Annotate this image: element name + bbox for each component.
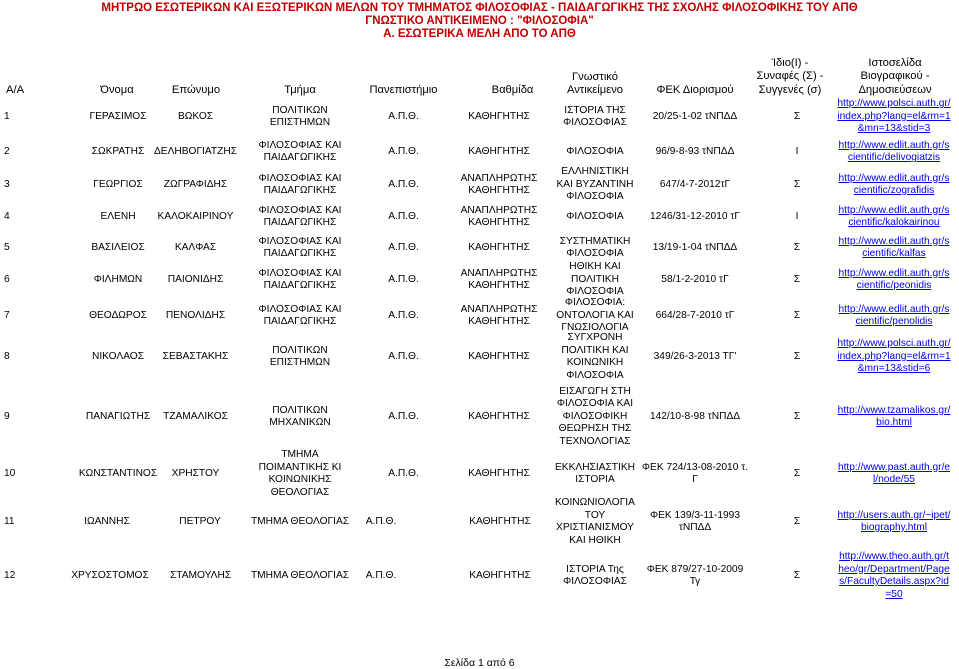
cell-fek: 664/28-7-2010 τΓ bbox=[655, 309, 735, 321]
cell-onoma: ΓΕΡΑΣΙΜΟΣ bbox=[89, 110, 147, 122]
cell-link-link[interactable]: bio.html bbox=[876, 417, 912, 428]
cell-fek: Τγ bbox=[689, 576, 701, 587]
cell-fek: τΝΠΔΔ bbox=[678, 522, 712, 533]
header-eponymo: Επώνυμο bbox=[171, 84, 221, 96]
cell-tmima: ΦΙΛΟΣΟΦΙΑΣ ΚΑΙ bbox=[258, 267, 342, 279]
cell-link-link[interactable]: &mn=13&stid=6 bbox=[857, 363, 931, 375]
cell-link-link[interactable]: cientific/peonidis bbox=[856, 280, 932, 291]
cell-aa: 8 bbox=[4, 350, 10, 362]
cell-gnostiko: ΕΛΛΗΝΙΣΤΙΚΗ bbox=[561, 166, 629, 178]
cell-eponymo: ΖΩΓΡΑΦΙΔΗΣ bbox=[163, 178, 228, 190]
cell-fek: 96/9-8-93 τΝΠΔΔ bbox=[655, 145, 735, 157]
cell-tmima: ΠΑΙΔΑΓΩΓΙΚΗΣ bbox=[263, 217, 337, 228]
cell-link-link[interactable]: http://www.theo.auth.gr/t bbox=[839, 551, 949, 562]
cell-idios: Ι bbox=[795, 210, 799, 222]
cell-eponymo: ΧΡΗΣΤΟΥ bbox=[171, 467, 220, 479]
cell-fek: 349/26-3-2013 ΤΓ' bbox=[653, 350, 737, 362]
cell-idios: Σ bbox=[793, 515, 801, 527]
header-tmima: Τμήμα bbox=[284, 84, 316, 96]
cell-aa: 1 bbox=[4, 110, 10, 122]
cell-vathmida: ΚΑΘΗΓΗΤΗΣ bbox=[468, 241, 530, 253]
header-gnostiko-1: Γνωστικό bbox=[572, 71, 618, 83]
cell-link-link[interactable]: s/FacultyDetails.aspx?id bbox=[839, 576, 949, 587]
cell-link-link[interactable]: http://www.tzamalikos.gr/ bbox=[837, 404, 951, 416]
header-gnostiko-2: Αντικείμενο bbox=[566, 84, 624, 96]
cell-gnostiko: ΦΙΛΟΣΟΦΙΑ bbox=[566, 286, 624, 298]
cell-tmima: ΕΠΙΣΤΗΜΩΝ bbox=[269, 117, 331, 128]
cell-link-link[interactable]: =50 bbox=[885, 588, 903, 600]
header-vathmida: Βαθμίδα bbox=[491, 84, 534, 96]
cell-link-link[interactable]: http://www.edlit.auth.gr/s bbox=[838, 235, 950, 247]
cell-idios: Σ bbox=[793, 273, 801, 285]
cell-aa: 12 bbox=[4, 569, 16, 581]
cell-eponymo: ΒΩΚΟΣ bbox=[177, 110, 214, 122]
cell-link-link[interactable]: l/node/55 bbox=[873, 474, 915, 485]
cell-aa: 9 bbox=[4, 410, 10, 422]
cell-eponymo: ΣΕΒΑΣΤΑΚΗΣ bbox=[162, 350, 229, 362]
cell-link-link[interactable]: http://www.polsci.auth.gr/ bbox=[837, 98, 951, 110]
cell-gnostiko: ΙΣΤΟΡΙΑ bbox=[575, 474, 615, 485]
cell-link-link[interactable]: http://www.polsci.auth.gr/ bbox=[837, 338, 951, 350]
cell-gnostiko: ΤΕΧΝΟΛΟΓΙΑΣ bbox=[559, 435, 631, 447]
cell-aa: 11 bbox=[4, 515, 15, 527]
cell-aa: 3 bbox=[4, 178, 10, 190]
header-aa: Α/Α bbox=[6, 84, 25, 96]
cell-panepistimio: Α.Π.Θ. bbox=[388, 210, 419, 222]
cell-fek: ΦΕΚ 139/3-11-1993 bbox=[649, 509, 741, 521]
cell-tmima: ΠΑΙΔΑΓΩΓΙΚΗΣ bbox=[263, 185, 337, 196]
cell-gnostiko: ΦΙΛΟΣΟΦΙΑ bbox=[566, 369, 624, 381]
cell-tmima: ΦΙΛΟΣΟΦΙΑΣ ΚΑΙ bbox=[258, 204, 342, 216]
cell-link-link[interactable]: http://www.edlit.auth.gr/s bbox=[838, 267, 950, 279]
cell-idios: Σ bbox=[793, 467, 801, 479]
cell-link-link[interactable]: biography.html bbox=[860, 522, 928, 533]
cell-link-link[interactable]: &mn=13&stid=3 bbox=[857, 123, 931, 135]
cell-idios: Σ bbox=[793, 350, 801, 362]
header-istoselida-1: Ιστοσελίδα bbox=[868, 57, 922, 69]
cell-eponymo: ΠΕΝΟΛΙΔΗΣ bbox=[165, 309, 226, 321]
cell-gnostiko: ΦΙΛΟΣΟΦΙΑ: bbox=[564, 297, 626, 309]
cell-gnostiko: ΣΥΣΤΗΜΑΤΙΚΗ bbox=[559, 235, 631, 247]
cell-idios: Σ bbox=[793, 110, 801, 122]
cell-tmima: ΠΟΛΙΤΙΚΩΝ bbox=[272, 344, 328, 356]
cell-tmima: ΚΟΙΝΩΝΙΚΗΣ bbox=[268, 474, 332, 485]
cell-onoma: ΠΑΝΑΓΙΩΤΗΣ bbox=[85, 410, 151, 422]
cell-vathmida: ΚΑΘΗΓΗΤΗΣ bbox=[468, 185, 530, 196]
cell-eponymo: ΚΑΛΟΚΑΙΡΙΝΟΥ bbox=[157, 210, 234, 222]
cell-onoma: ΙΩΑΝΝΗΣ bbox=[84, 515, 130, 527]
cell-tmima: ΦΙΛΟΣΟΦΙΑΣ ΚΑΙ bbox=[258, 235, 342, 247]
cell-panepistimio: Α.Π.Θ. bbox=[388, 145, 419, 157]
cell-gnostiko: ΦΙΛΟΣΟΦΙΚΗ bbox=[562, 410, 628, 422]
cell-fek: 142/10-8-98 τΝΠΔΔ bbox=[649, 410, 741, 422]
header-idios-3: Συγγενές (σ) bbox=[758, 84, 822, 96]
cell-link-link[interactable]: http://www.edlit.auth.gr/s bbox=[838, 303, 950, 315]
cell-tmima: ΦΙΛΟΣΟΦΙΑΣ ΚΑΙ bbox=[258, 172, 342, 184]
cell-tmima: ΦΙΛΟΣΟΦΙΑΣ ΚΑΙ bbox=[258, 139, 342, 151]
cell-tmima: ΠΑΙΔΑΓΩΓΙΚΗΣ bbox=[263, 280, 337, 291]
cell-panepistimio: Α.Π.Θ. bbox=[388, 467, 419, 479]
subject-title: ΓΝΩΣΤΙΚΟ ΑΝΤΙΚΕΙΜΕΝΟ : "ΦΙΛΟΣΟΦΙΑ" bbox=[365, 15, 594, 27]
cell-gnostiko: ΦΙΛΟΣΟΦΙΑ bbox=[566, 210, 624, 222]
cell-fek: ΦΕΚ 724/13-08-2010 τ. bbox=[641, 461, 749, 473]
cell-panepistimio: Α.Π.Θ. bbox=[388, 350, 419, 362]
header-istoselida-2: Βιογραφικού - bbox=[860, 70, 930, 82]
header-fek: ΦΕΚ Διορισμού bbox=[656, 84, 734, 96]
cell-idios: Ι bbox=[795, 145, 799, 157]
cell-gnostiko: ΚΑΙ ΗΘΙΚΗ bbox=[569, 534, 621, 546]
cell-gnostiko: ΣΥΓΧΡΟΝΗ bbox=[567, 332, 623, 343]
cell-link-link[interactable]: http://www.edlit.auth.gr/s bbox=[838, 204, 950, 216]
cell-fek: Γ bbox=[692, 474, 698, 485]
cell-vathmida: ΚΑΘΗΓΗΤΗΣ bbox=[468, 280, 530, 291]
header-idios-2: Συναφές (Σ) - bbox=[756, 70, 824, 82]
cell-link-link[interactable]: heo/gr/Department/Page bbox=[838, 563, 950, 575]
cell-link-link[interactable]: cientific/zografidis bbox=[853, 185, 935, 196]
cell-gnostiko: ΙΣΤΟΡΙΑ Της bbox=[566, 563, 624, 575]
cell-idios: Σ bbox=[793, 410, 801, 422]
cell-gnostiko: ΦΙΛΟΣΟΦΙΑ ΚΑΙ bbox=[556, 398, 634, 410]
cell-link-link[interactable]: http://users.auth.gr/~ipet/ bbox=[837, 509, 951, 521]
cell-tmima: ΘΕΟΛΟΓΙΑΣ bbox=[270, 486, 330, 498]
cell-onoma: ΣΩΚΡΑΤΗΣ bbox=[91, 145, 145, 157]
cell-idios: Σ bbox=[793, 309, 801, 321]
cell-link-link[interactable]: index.php?lang=el&rm=1 bbox=[837, 350, 951, 362]
cell-link-link[interactable]: http://www.past.auth.gr/e bbox=[837, 461, 951, 473]
cell-gnostiko: ΤΟΥ bbox=[584, 509, 606, 521]
cell-tmima: ΜΗΧΑΝΙΚΩΝ bbox=[269, 417, 331, 428]
cell-vathmida: ΚΑΘΗΓΗΤΗΣ bbox=[468, 217, 530, 228]
cell-fek: 1246/31-12-2010 τΓ bbox=[649, 210, 741, 222]
cell-gnostiko: ΦΙΛΟΣΟΦΙΑ bbox=[566, 191, 624, 203]
cell-tmima: ΤΜΗΜΑ ΘΕΟΛΟΓΙΑΣ bbox=[250, 569, 350, 581]
cell-aa: 2 bbox=[4, 145, 10, 157]
cell-aa: 6 bbox=[4, 273, 10, 285]
cell-gnostiko: ΠΟΛΙΤΙΚΗ bbox=[571, 273, 619, 285]
cell-aa: 10 bbox=[4, 467, 16, 479]
cell-onoma: ΚΩΝΣΤΑΝΤΙΝΟΣ bbox=[78, 467, 158, 479]
cell-idios: Σ bbox=[793, 241, 801, 253]
cell-vathmida: ΚΑΘΗΓΗΤΗΣ bbox=[468, 410, 530, 422]
cell-panepistimio: Α.Π.Θ. bbox=[365, 569, 397, 581]
cell-tmima: ΤΜΗΜΑ ΘΕΟΛΟΓΙΑΣ bbox=[250, 515, 350, 527]
cell-eponymo: ΚΑΛΦΑΣ bbox=[174, 241, 217, 253]
cell-aa: 4 bbox=[4, 210, 10, 222]
cell-onoma: ΒΑΣΙΛΕΙΟΣ bbox=[91, 241, 145, 253]
cell-gnostiko: ΟΝΤΟΛΟΓΙΑ ΚΑΙ bbox=[556, 309, 634, 321]
cell-link-link[interactable]: http://www.edlit.auth.gr/s bbox=[838, 172, 950, 184]
cell-tmima: ΠΟΛΙΤΙΚΩΝ bbox=[272, 404, 328, 416]
cell-vathmida: ΚΑΘΗΓΗΤΗΣ bbox=[468, 316, 530, 327]
cell-vathmida: ΚΑΘΗΓΗΤΗΣ bbox=[468, 145, 530, 157]
cell-gnostiko: ΦΙΛΟΣΟΦΙΑΣ bbox=[563, 576, 627, 587]
cell-eponymo: ΔΕΛΗΒΟΓΙΑΤΖΗΣ bbox=[153, 145, 238, 157]
cell-link-link[interactable]: cientific/kalokairinou bbox=[848, 217, 940, 228]
cell-gnostiko: ΘΕΩΡΗΣΗ ΤΗΣ bbox=[558, 423, 632, 435]
cell-gnostiko: ΦΙΛΟΣΟΦΙΑ bbox=[566, 248, 624, 259]
cell-tmima: ΠΑΙΔΑΓΩΓΙΚΗΣ bbox=[263, 316, 337, 327]
cell-tmima: ΠΟΛΙΤΙΚΩΝ bbox=[272, 104, 328, 116]
cell-eponymo: ΤΖΑΜΑΛΙΚΟΣ bbox=[163, 410, 228, 422]
cell-tmima: ΕΠΙΣΤΗΜΩΝ bbox=[269, 357, 331, 368]
cell-link-link[interactable]: http://www.edlit.auth.gr/s bbox=[838, 139, 950, 151]
cell-aa: 7 bbox=[4, 309, 10, 321]
cell-fek: 58/1-2-2010 τΓ bbox=[661, 273, 729, 285]
cell-onoma: ΘΕΟΔΩΡΟΣ bbox=[89, 309, 147, 321]
cell-gnostiko: ΦΙΛΟΣΟΦΙΑΣ bbox=[563, 117, 627, 128]
cell-gnostiko: ΓΝΩΣΙΟΛΟΓΙΑ bbox=[561, 322, 629, 334]
cell-onoma: ΝΙΚΟΛΑΟΣ bbox=[91, 350, 145, 362]
header-idios-1: Ίδιο(Ι) - bbox=[771, 57, 809, 69]
cell-vathmida: ΚΑΘΗΓΗΤΗΣ bbox=[468, 467, 530, 479]
cell-link-link[interactable]: index.php?lang=el&rm=1 bbox=[837, 110, 951, 122]
cell-fek: 13/19-1-04 τΝΠΔΔ bbox=[652, 241, 738, 253]
cell-fek: ΦΕΚ 879/27-10-2009 bbox=[646, 563, 744, 575]
cell-gnostiko: ΕΚΚΛΗΣΙΑΣΤΙΚΗ bbox=[555, 461, 635, 473]
section-title: Α. ΕΣΩΤΕΡΙΚΑ ΜΕΛΗ ΑΠΟ ΤΟ ΑΠΘ bbox=[383, 28, 576, 40]
cell-tmima: ΠΑΙΔΑΓΩΓΙΚΗΣ bbox=[263, 248, 337, 259]
cell-eponymo: ΠΑΙΟΝΙΔΗΣ bbox=[167, 273, 224, 285]
cell-onoma: ΕΛΕΝΗ bbox=[100, 210, 136, 222]
cell-onoma: ΧΡΥΣΟΣΤΟΜΟΣ bbox=[71, 569, 149, 581]
header-panepistimio: Πανεπιστήμιο bbox=[369, 84, 438, 96]
cell-panepistimio: Α.Π.Θ. bbox=[388, 110, 419, 122]
cell-idios: Σ bbox=[793, 569, 801, 581]
cell-idios: Σ bbox=[793, 178, 801, 190]
cell-panepistimio: Α.Π.Θ. bbox=[388, 241, 419, 253]
cell-link-link[interactable]: cientific/delivogiatzis bbox=[847, 152, 941, 163]
cell-eponymo: ΠΕΤΡΟΥ bbox=[179, 515, 221, 527]
cell-gnostiko: ΦΙΛΟΣΟΦΙΑ bbox=[566, 145, 624, 157]
cell-gnostiko: ΚΑΙ ΒΥΖΑΝΤΙΝΗ bbox=[556, 178, 634, 190]
cell-gnostiko: ΚΟΙΝΩΝΙΚΗ bbox=[566, 357, 624, 368]
header-onoma: Όνομα bbox=[100, 84, 134, 96]
document-title: ΜΗΤΡΩΟ ΕΣΩΤΕΡΙΚΩΝ ΚΑΙ ΕΞΩΤΕΡΙΚΩΝ ΜΕΛΩΝ ΤΟΥ ΤΜΗΜΑΤΟΣ ΦΙΛΟΣΟΦΙΑΣ - ΠΑΙΔΑΓΩΓΙΚΗΣ ΤΗΣ ΣΧΟΛΗΣ ΦΙΛΟΣΟΦΙΚΗΣ ΤΟΥ ΑΠΘ bbox=[101, 2, 858, 14]
cell-gnostiko: ΚΟΙΝΩΝΙΟΛΟΓΙΑ bbox=[555, 497, 635, 508]
cell-panepistimio: Α.Π.Θ. bbox=[388, 178, 419, 190]
cell-fek: 647/4-7-2012τΓ bbox=[659, 178, 731, 190]
cell-gnostiko: ΗΘΙΚΗ ΚΑΙ bbox=[569, 261, 621, 273]
cell-panepistimio: Α.Π.Θ. bbox=[388, 410, 419, 422]
cell-vathmida: ΑΝΑΠΛΗΡΩΤΗΣ bbox=[460, 172, 538, 184]
cell-vathmida: ΚΑΘΗΓΗΤΗΣ bbox=[469, 569, 531, 581]
cell-vathmida: ΑΝΑΠΛΗΡΩΤΗΣ bbox=[460, 204, 538, 216]
cell-onoma: ΦΙΛΗΜΩΝ bbox=[93, 273, 143, 285]
cell-vathmida: ΑΝΑΠΛΗΡΩΤΗΣ bbox=[460, 303, 538, 315]
cell-panepistimio: Α.Π.Θ. bbox=[365, 515, 397, 527]
cell-link-link[interactable]: cientific/kalfas bbox=[862, 248, 926, 259]
cell-vathmida: ΚΑΘΗΓΗΤΗΣ bbox=[468, 110, 530, 122]
cell-tmima: ΠΑΙΔΑΓΩΓΙΚΗΣ bbox=[263, 152, 337, 163]
cell-panepistimio: Α.Π.Θ. bbox=[388, 273, 419, 285]
cell-aa: 5 bbox=[4, 241, 10, 253]
cell-vathmida: ΑΝΑΠΛΗΡΩΤΗΣ bbox=[460, 267, 538, 279]
cell-fek: 20/25-1-02 τΝΠΔΔ bbox=[652, 110, 738, 122]
cell-gnostiko: ΕΙΣΑΓΩΓΗ ΣΤΗ bbox=[559, 385, 631, 397]
page-number: Σελίδα 1 από 6 bbox=[444, 657, 515, 669]
cell-link-link[interactable]: cientific/penolidis bbox=[855, 316, 933, 327]
cell-vathmida: ΚΑΘΗΓΗΤΗΣ bbox=[469, 515, 531, 527]
cell-gnostiko: ΙΣΤΟΡΙΑ ΤΗΣ bbox=[564, 104, 626, 116]
cell-gnostiko: ΠΟΛΙΤΙΚΗ ΚΑΙ bbox=[561, 344, 629, 356]
header-istoselida-3: Δημοσιεύσεων bbox=[858, 84, 932, 96]
cell-panepistimio: Α.Π.Θ. bbox=[388, 309, 419, 321]
cell-tmima: ΤΜΗΜΑ bbox=[281, 449, 319, 460]
cell-gnostiko: ΧΡΙΣΤΙΑΝΙΣΜΟΥ bbox=[556, 522, 634, 533]
cell-onoma: ΓΕΩΡΓΙΟΣ bbox=[93, 178, 143, 190]
cell-tmima: ΠΟΙΜΑΝΤΙΚΗΣ ΚΙ bbox=[258, 461, 342, 473]
cell-eponymo: ΣΤΑΜΟΥΛΗΣ bbox=[170, 569, 232, 581]
cell-tmima: ΦΙΛΟΣΟΦΙΑΣ ΚΑΙ bbox=[258, 303, 342, 315]
cell-vathmida: ΚΑΘΗΓΗΤΗΣ bbox=[468, 350, 530, 362]
